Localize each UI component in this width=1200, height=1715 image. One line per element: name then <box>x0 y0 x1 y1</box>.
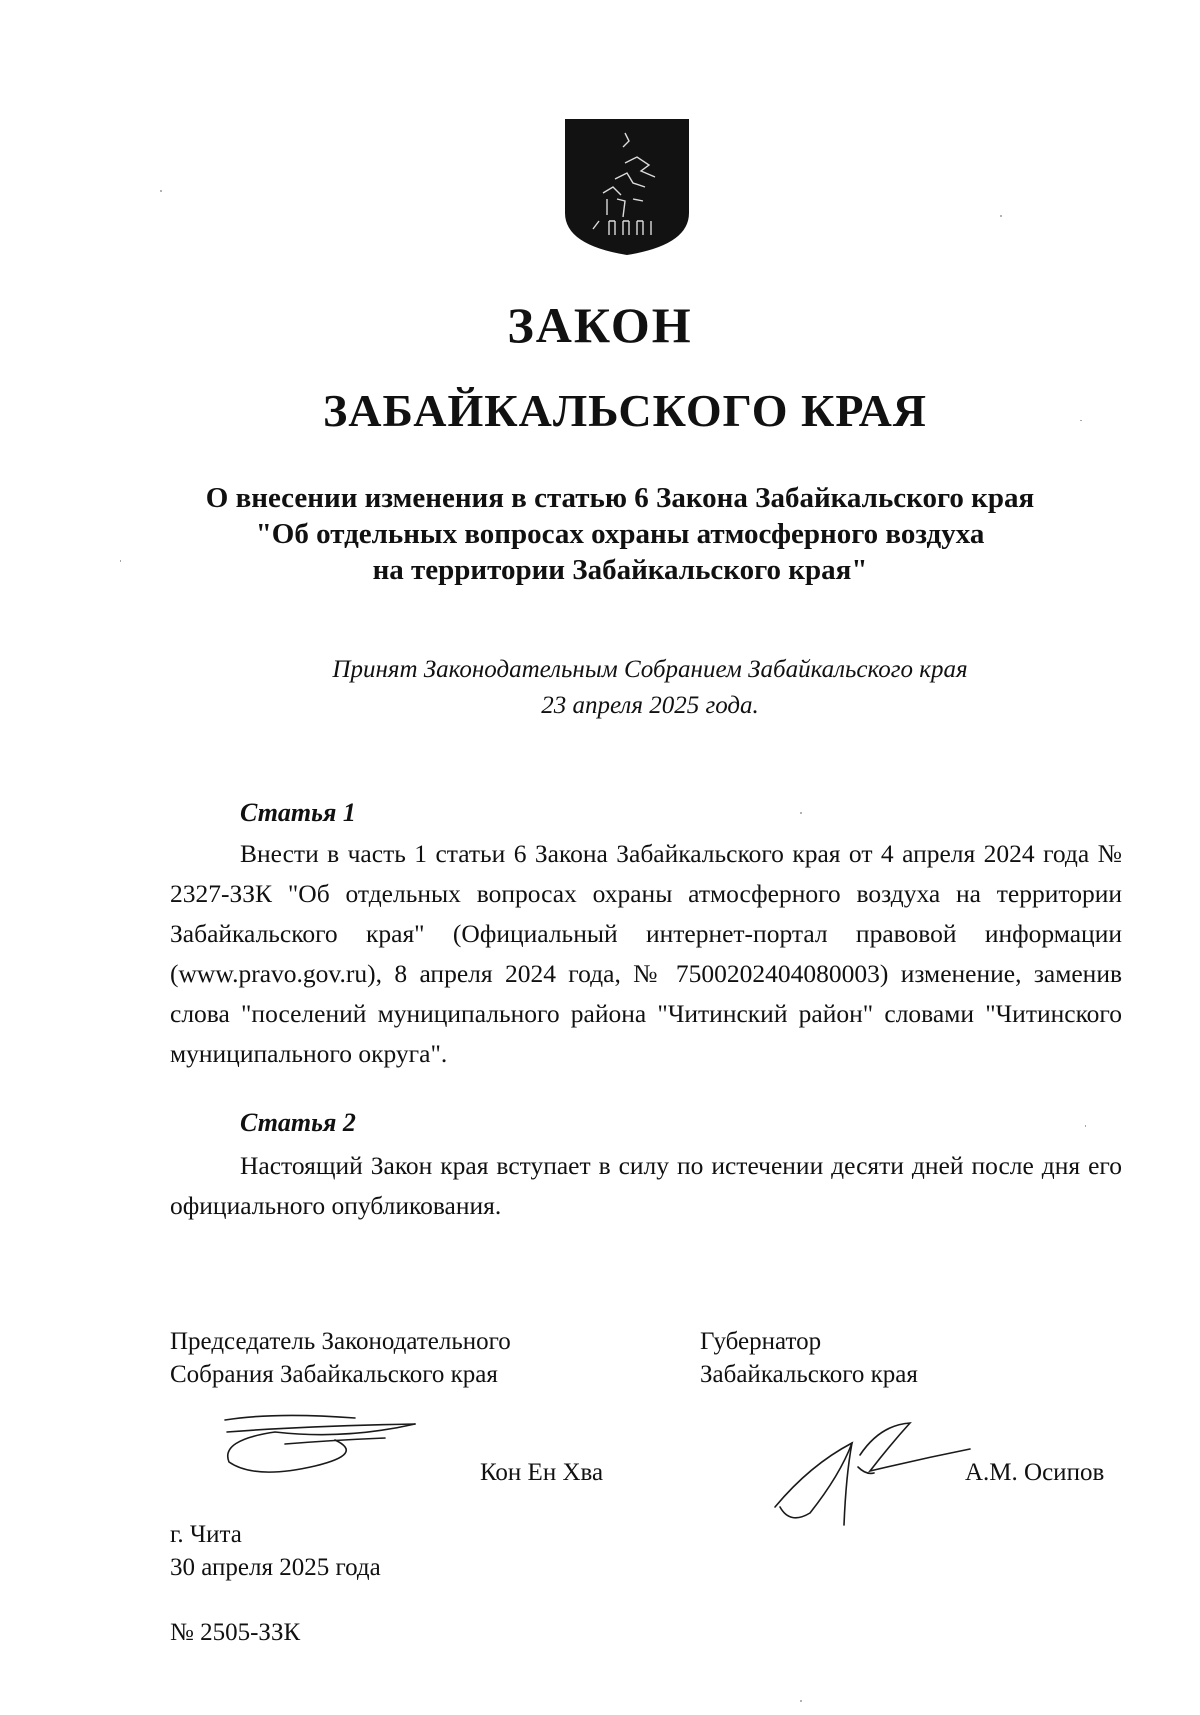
coat-of-arms-emblem <box>563 117 691 257</box>
adoption-note-line: 23 апреля 2025 года. <box>541 692 759 719</box>
law-subject-line: "Об отдельных вопросах охраны атмосферного воздуха <box>255 518 985 550</box>
scan-speck <box>1085 1125 1086 1127</box>
article-1-heading: Статья 1 <box>240 798 356 827</box>
article-2-text: Настоящий Закон края вступает в силу по истечении десяти дней после дня его официального опубликования. <box>170 1151 1122 1220</box>
signatory-left-name: Кон Ен Хва <box>480 1459 604 1486</box>
signatory-right-title-line: Губернатор <box>700 1328 822 1355</box>
document-title: ЗАКОН <box>507 297 693 353</box>
scan-speck <box>1080 420 1082 421</box>
law-subject-line: на территории Забайкальского края" <box>372 554 868 586</box>
article-2-heading: Статья 2 <box>240 1108 356 1137</box>
footer-city: г. Чита <box>170 1521 242 1548</box>
footer-date: 30 апреля 2025 года <box>170 1554 381 1581</box>
scan-speck <box>800 1700 802 1702</box>
signatory-right-title-line: Забайкальского края <box>700 1361 918 1388</box>
signatory-right-title <box>700 1325 918 1391</box>
signature-left <box>215 1410 430 1485</box>
signatory-left-title-line: Председатель Законодательного <box>170 1328 511 1355</box>
adoption-note-line: Принят Законодательным Собранием Забайкальского края <box>332 656 968 683</box>
scan-speck <box>160 190 162 192</box>
scan-speck <box>120 560 121 562</box>
signatory-right-name: А.М. Осипов <box>965 1459 1105 1486</box>
law-subject-line: О внесении изменения в статью 6 Закона Забайкальского края <box>205 482 1035 514</box>
law-subject <box>120 480 1120 588</box>
signatory-left-title-line: Собрания Забайкальского края <box>170 1361 498 1388</box>
scan-speck <box>1000 215 1002 217</box>
signature-right <box>770 1415 980 1540</box>
adoption-note <box>150 652 1150 724</box>
signatory-left-title <box>170 1325 511 1391</box>
article-1-text: Внести в часть 1 статьи 6 Закона Забайкальского края от 4 апреля 2024 года № 2327-ЗЗК "Об отдельных вопросах охраны атмосферного воздуха на территории Забайкальского края" (Официальный интернет-портал правовой информации (www.pravo.gov.ru), 8 апреля 2024 года, № 7500202404080003) изменение, заменив слова "поселений муниципального района "Читинский район" словами "Читинского муниципального округа". <box>170 839 1122 1068</box>
scan-speck <box>800 812 802 814</box>
footer-number: № 2505-ЗЗК <box>170 1619 301 1646</box>
document-region: ЗАБАЙКАЛЬСКОГО КРАЯ <box>322 385 928 436</box>
